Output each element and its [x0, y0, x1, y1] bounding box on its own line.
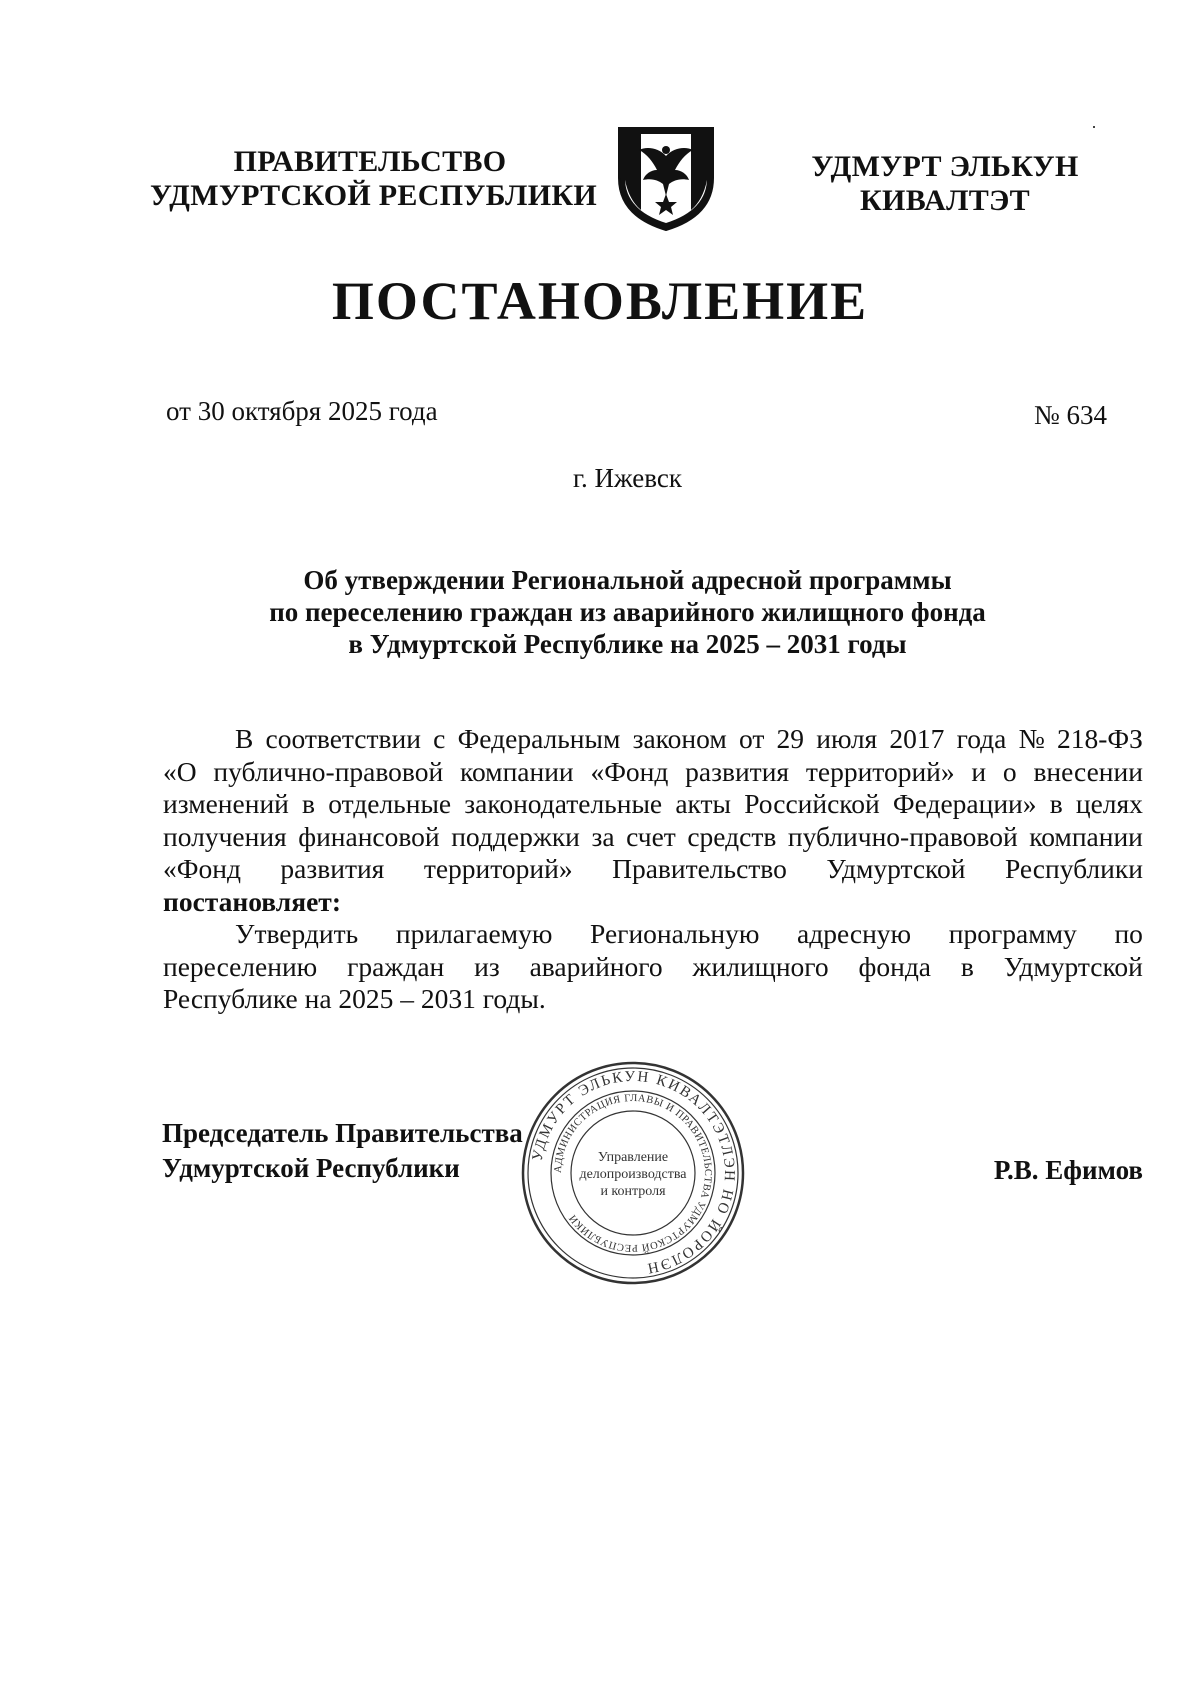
word: территорий» — [805, 755, 955, 787]
text-line — [163, 918, 1143, 951]
word: соответствии — [265, 723, 421, 754]
text-line — [163, 983, 1143, 1016]
word: за — [591, 820, 615, 852]
org-name-line: ПРАВИТЕЛЬСТВО — [233, 145, 507, 178]
text-line — [163, 853, 1143, 886]
document-body — [163, 723, 1143, 1016]
word: по — [1114, 918, 1143, 949]
stamp-center-line: и контроля — [600, 1184, 666, 1199]
word: публично-правовой — [787, 820, 1018, 852]
word: счет — [626, 820, 676, 852]
word: аварийного — [529, 950, 663, 982]
word: внесении — [1033, 755, 1143, 787]
coat-of-arms-icon — [611, 120, 721, 234]
signatory-position-line: Председатель Правительства — [162, 1118, 523, 1148]
word: граждан — [347, 950, 445, 982]
word: Российской — [744, 788, 880, 819]
word: «Фонд — [163, 853, 241, 884]
word: Удмуртской — [1003, 950, 1143, 982]
signatory-position — [162, 1116, 523, 1186]
word: в — [960, 950, 974, 982]
org-name-russian — [150, 145, 598, 213]
document-city: г. Ижевск — [572, 463, 682, 493]
word: о — [1002, 755, 1017, 787]
word: из — [474, 950, 500, 982]
word: «Фонд — [590, 755, 669, 787]
word: территорий» — [423, 853, 573, 884]
word: средств — [687, 820, 777, 852]
word: № — [1018, 723, 1045, 754]
title-line: Об утверждении Региональной адресной программы — [303, 565, 952, 595]
word: июля — [816, 723, 878, 754]
word: законом — [632, 723, 727, 754]
text-line — [163, 951, 1143, 984]
word: жилищного — [692, 950, 829, 982]
scan-speck — [1093, 126, 1095, 128]
word: В — [235, 723, 254, 754]
word: Региональную — [590, 918, 760, 949]
word: акты — [675, 788, 732, 819]
word: Утвердить — [235, 918, 359, 949]
text-line — [163, 756, 1143, 789]
word: в — [302, 788, 316, 819]
word: компании — [459, 755, 574, 787]
word: с — [433, 723, 446, 754]
stamp-center-line: Управление — [597, 1150, 669, 1165]
text-line — [163, 723, 1143, 756]
document-date: от 30 октября 2025 года — [166, 396, 438, 426]
word: Правительство — [612, 853, 787, 884]
word: развития — [685, 755, 790, 787]
title-line: в Удмуртской Республике на 2025 – 2031 годы — [348, 629, 907, 659]
word: прилагаемую — [395, 918, 553, 949]
stamp-center-line: делопроизводства — [579, 1167, 687, 1182]
text-line — [163, 821, 1143, 854]
word: поддержки — [451, 820, 580, 852]
paragraph-preamble — [163, 723, 1143, 886]
document-number: № 634 — [1033, 400, 1107, 430]
word: в — [1049, 788, 1063, 819]
word: и — [971, 755, 987, 787]
signatory-position-line: Удмуртской Республики — [162, 1153, 460, 1183]
word: от — [738, 723, 765, 754]
word: 218-ФЗ — [1057, 723, 1143, 754]
word: Республике на 2025 – 2031 годы. — [163, 983, 546, 1014]
resolves-line — [163, 886, 1143, 919]
word: финансовой — [298, 820, 440, 852]
word: программу — [948, 918, 1077, 949]
word: целях — [1075, 788, 1143, 819]
resolves-colon: : — [331, 885, 341, 917]
word: 29 — [776, 723, 805, 754]
word: получения — [163, 820, 287, 852]
resolves-word: постановляет — [163, 885, 332, 917]
org-name-line: УДМУРТ ЭЛЬКУН — [811, 150, 1079, 183]
word: законодательные — [464, 788, 663, 819]
word: Федерации» — [892, 788, 1037, 819]
org-name-line: УДМУРТСКОЙ РЕСПУБЛИКИ — [150, 179, 598, 212]
word: компании — [1029, 820, 1143, 852]
word: переселению — [163, 950, 318, 982]
word: изменений — [163, 788, 289, 819]
word: Республики — [1004, 853, 1143, 884]
org-name-line: КИВАЛТЭТ — [860, 184, 1030, 217]
word: развития — [280, 853, 385, 884]
signatory-name: Р.В. Ефимов — [993, 1155, 1143, 1185]
word: адресную — [797, 918, 912, 949]
word: публично-правовой — [213, 755, 444, 787]
document-type-heading: ПОСТАНОВЛЕНИЕ — [331, 271, 869, 331]
word: 2017 — [889, 723, 945, 754]
word: Федеральным — [457, 723, 621, 754]
word: фонда — [858, 950, 932, 982]
word: отдельные — [328, 788, 452, 819]
document-title — [0, 564, 1200, 660]
word: года — [956, 723, 1007, 754]
title-line: по переселению граждан из аварийного жилищного фонда — [269, 597, 986, 627]
org-name-udmurt — [800, 150, 1090, 218]
stamp-outer-text: УДМУРТ ЭЛЬКУН КИВАЛТЭТЛЭН НО ЙОРОЛЭН — [529, 1068, 738, 1277]
paragraph-resolution — [163, 918, 1143, 1016]
text-line — [163, 788, 1143, 821]
stamp-inner-text: АДМИНИСТРАЦИЯ ГЛАВЫ И ПРАВИТЕЛЬСТВА УДМУРТСКОЙ РЕСПУБЛИКИ — [552, 1092, 714, 1254]
official-stamp — [518, 1058, 748, 1288]
word: «О — [163, 755, 197, 787]
word: Удмуртской — [826, 853, 966, 884]
